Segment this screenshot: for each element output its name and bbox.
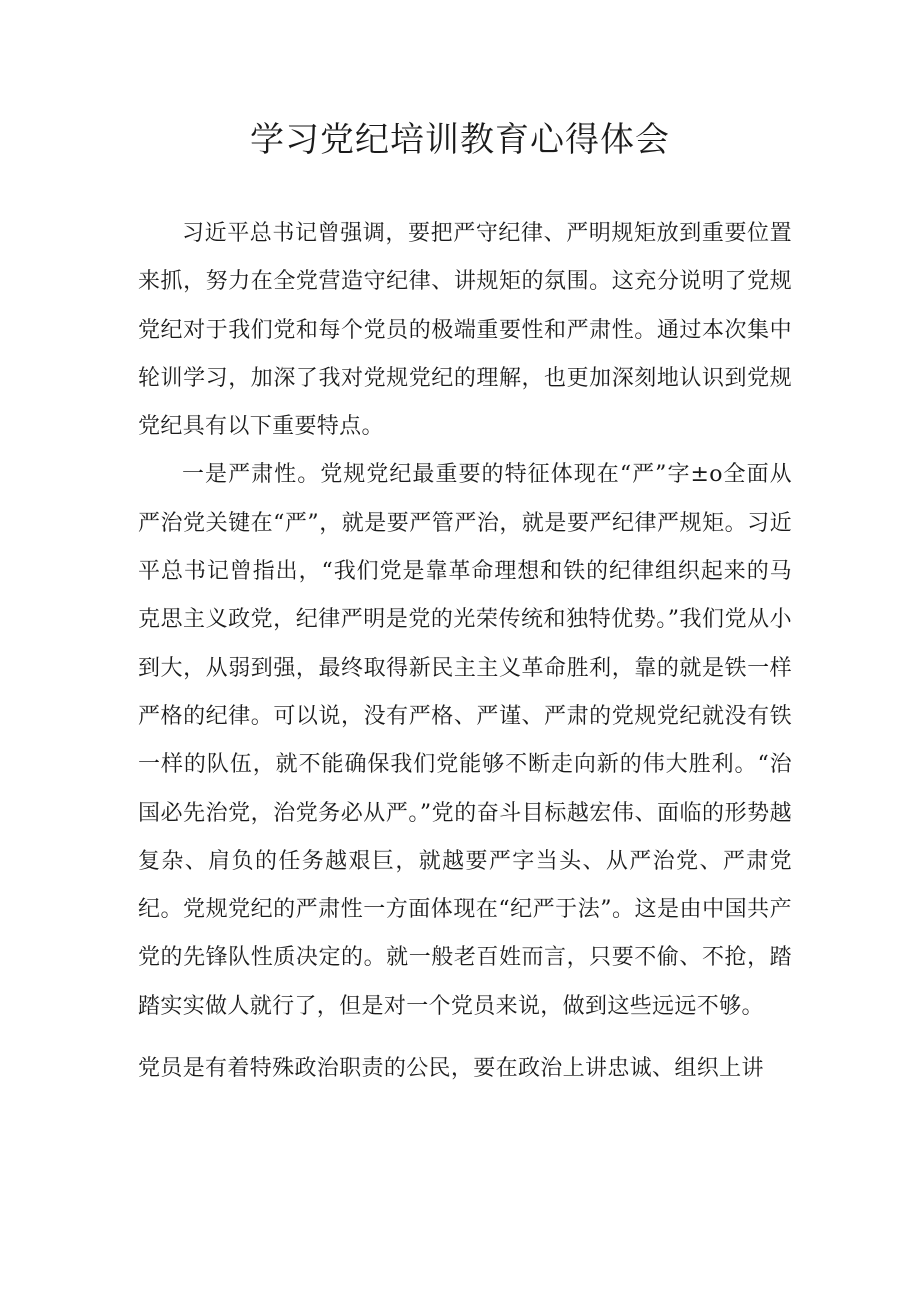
paragraph-3: 党员是有着特殊政治职责的公民，要在政治上讲忠诚、组织上讲	[138, 1056, 764, 1082]
document-title: 学习党纪培训教育心得体会	[250, 120, 670, 160]
document-body	[138, 210, 792, 1093]
paragraph-1: 习近平总书记曾强调，要把严守纪律、严明规矩放到重要位置来抓，努力在全党营造守纪律、讲规矩的氛围。这充分说明了党规党纪对于我们党和每个党员的极端重要性和严肃性。通过本次集中轮训学习，加深了我对党规党纪的理解，也更加深刻地认识到党规党纪具有以下重要特点。	[138, 221, 792, 440]
paragraph-2: 一是严肃性。党规党纪最重要的特征体现在“严”字±o全面从严治党关键在“严”，就是要严管严治，就是要严纪律严规矩。习近平总书记曾指出，“我们党是靠革命理想和铁的纪律组织起来的马克思主义政党，纪律严明是党的光荣传统和独特优势。”我们党从小到大，从弱到强，最终取得新民主主义革命胜利，靠的就是铁一样严格的纪律。可以说，没有严格、严谨、严肃的党规党纪就没有铁一样的队伍，就不能确保我们党能够不断走向新的伟大胜利。“治国必先治党，治党务必从严。”党的奋斗目标越宏伟、面临的形势越复杂、肩负的任务越艰巨，就越要严字当头、从严治党、严肃党纪。党规党纪的严肃性一方面体现在“纪严于法”。这是由中国共产党的先锋队性质决定的。就一般老百姓而言，只要不偷、不抢，踏踏实实做人就行了，但是对一个党员来说，做到这些远远不够。	[138, 462, 792, 1019]
